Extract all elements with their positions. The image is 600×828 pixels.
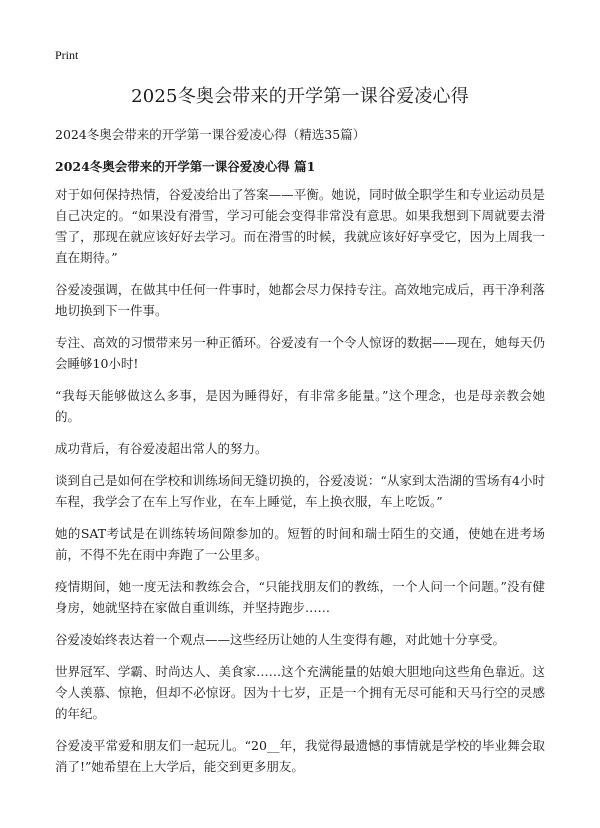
paragraph-8: 疫情期间，她一度无法和教练会合，“只能找朋友们的教练，一个人问一个问题。”没有健身房，她就坚持在家做自重训练，并坚持跑步…… xyxy=(55,579,545,615)
document-title: 2025冬奥会带来的开学第一课谷爱凌心得 xyxy=(131,86,469,107)
section-heading: 2024冬奥会带来的开学第一课谷爱凌心得 篇1 xyxy=(55,159,316,174)
print-link[interactable]: Print xyxy=(55,48,79,62)
paragraph-2: 谷爱凌强调，在做其中任何一件事时，她都会尽力保持专注。高效地完成后，再干净利落地切换到下一件事。 xyxy=(55,282,545,318)
paragraph-1: 对于如何保持热情，谷爱凌给出了答案——平衡。她说，同时做全职学生和专业运动员是自己决定的。“如果没有滑雪，学习可能会变得非常没有意思。如果我想到下周就要去滑雪了，那现在就应该好好去学习。而在滑雪的时候，我就应该好好享受它，因为上周我一直在期待。” xyxy=(55,187,545,265)
paragraph-10: 世界冠军、学霸、时尚达人、美食家……这个充满能量的姑娘大胆地向这些角色靠近。这令人羡慕、惊艳，但却不必惊讶。因为十七岁，正是一个拥有无尽可能和天马行空的灵感的年纪。 xyxy=(55,664,545,721)
paragraph-3: 专注、高效的习惯带来另一种正循环。谷爱凌有一个令人惊讶的数据——现在，她每天仍会睡够10小时! xyxy=(55,335,545,371)
paragraph-5: 成功背后，有谷爱凌超出常人的努力。 xyxy=(55,441,268,456)
paragraph-9: 谷爱凌始终表达着一个观点——这些经历让她的人生变得有趣，对此她十分享受。 xyxy=(55,632,506,647)
paragraph-11: 谷爱凌平常爱和朋友们一起玩儿。“20__年，我觉得最遗憾的事情就是学校的毕业舞会取消了!”她希望在上大学后，能交到更多朋友。 xyxy=(55,738,545,774)
paragraph-7: 她的SAT考试是在训练转场间隙参加的。短暂的时间和瑞士陌生的交通，使她在进考场前，不得不先在雨中奔跑了一公里多。 xyxy=(55,526,545,562)
article-body xyxy=(55,184,545,777)
document-subtitle: 2024冬奥会带来的开学第一课谷爱凌心得（精选35篇） xyxy=(55,127,366,142)
paragraph-4: “我每天能够做这么多事，是因为睡得好，有非常多能量。”这个理念，也是母亲教会她的。 xyxy=(55,388,545,424)
paragraph-6: 谈到自己是如何在学校和训练场间无缝切换的，谷爱凌说：“从家到太浩湖的雪场有4小时车程，我学会了在车上写作业，在车上睡觉，车上换衣服，车上吃饭。” xyxy=(55,473,545,509)
